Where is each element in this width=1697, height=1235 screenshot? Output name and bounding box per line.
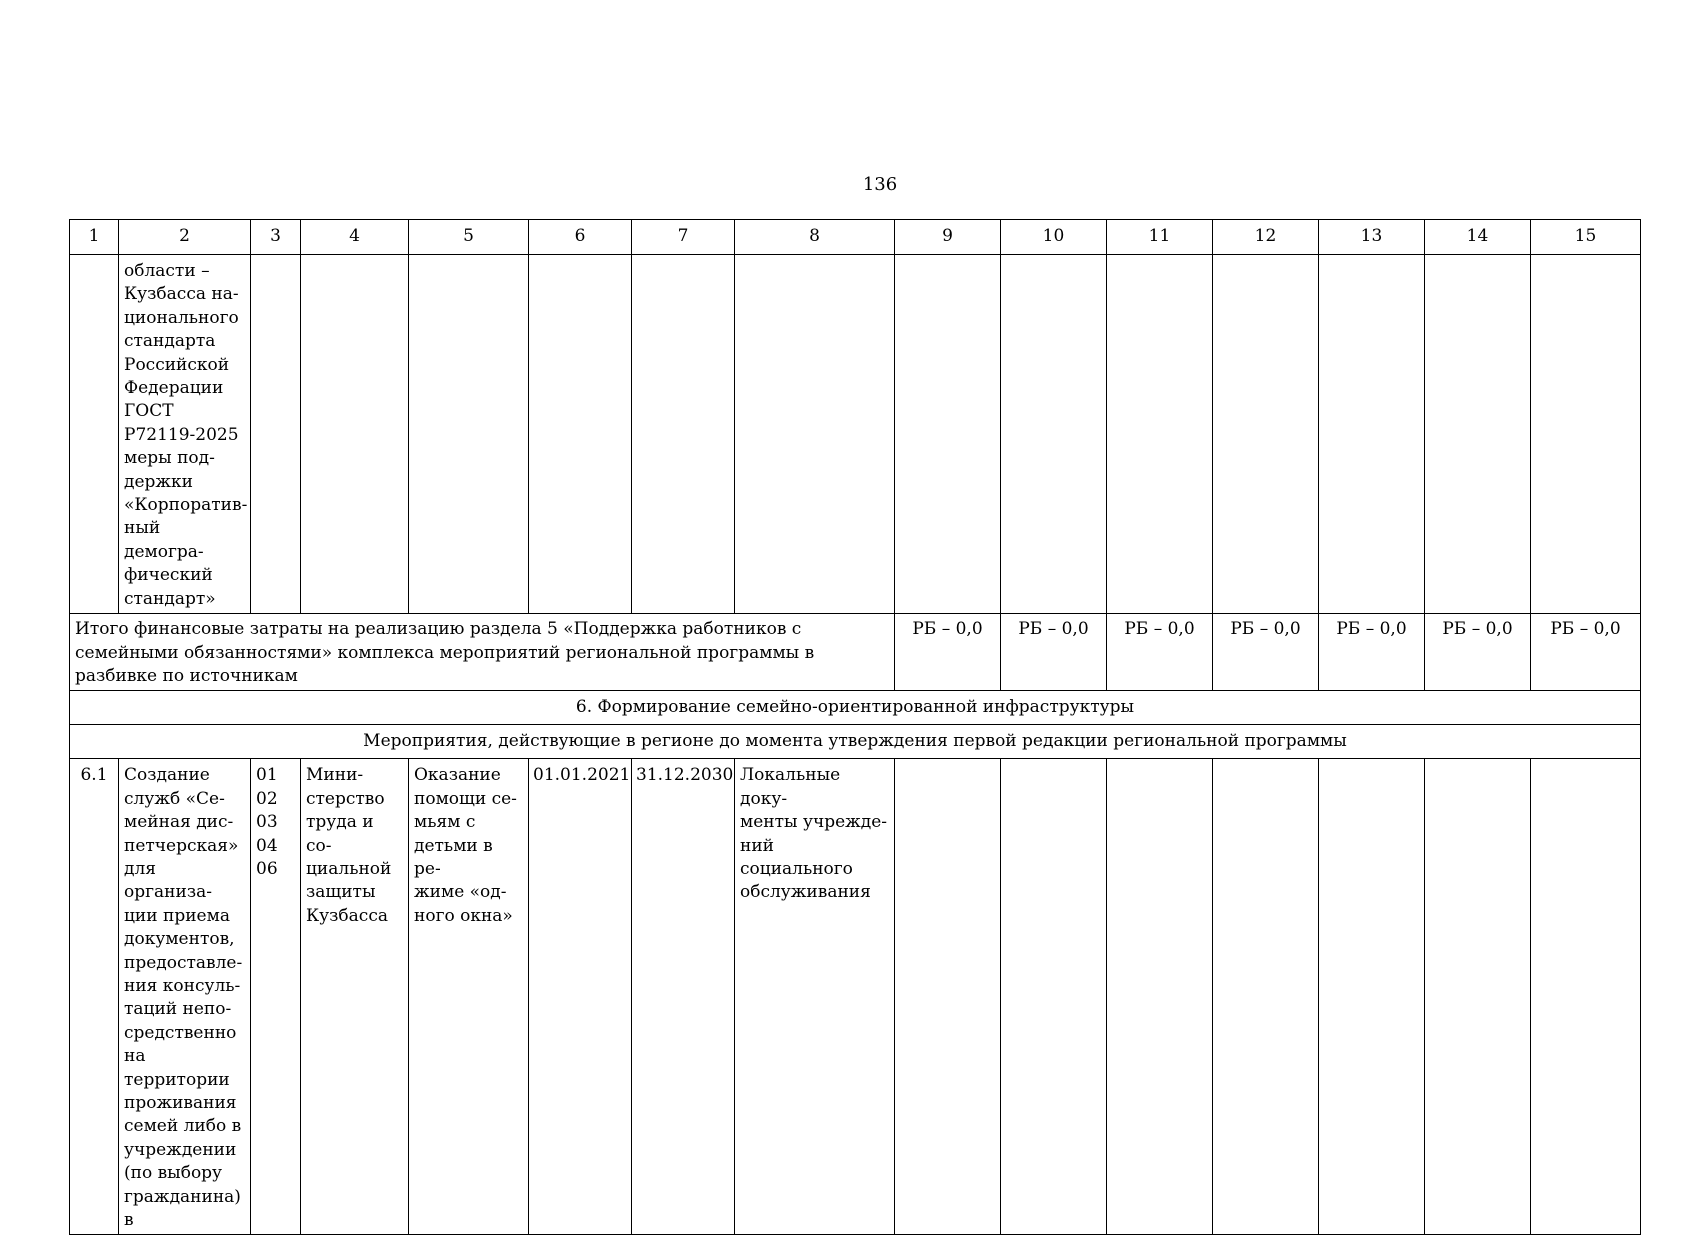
column-header: 9 [895,220,1001,255]
table-cell [70,255,119,614]
table-cell [1531,759,1641,1235]
item-end-date: 31.12.2030 [632,759,735,1235]
summary-amount: РБ – 0,0 [1425,614,1531,691]
column-header: 15 [1531,220,1641,255]
column-header: 11 [1107,220,1213,255]
item-result: Оказание помощи се- мьям с детьми в ре- жиме «од- ного окна» [409,759,529,1235]
column-header: 13 [1319,220,1425,255]
section-title: 6. Формирование семейно-ориентированной инфраструктуры [70,691,1641,725]
item-number: 6.1 [70,759,119,1235]
item-codes: 01 02 03 04 06 [251,759,301,1235]
column-header: 10 [1001,220,1107,255]
summary-amount: РБ – 0,0 [1319,614,1425,691]
column-header: 7 [632,220,735,255]
column-header: 6 [529,220,632,255]
table-cell [1319,759,1425,1235]
table-cell [632,255,735,614]
item-executor: Мини- стерство труда и со- циальной защиты Кузбасса [301,759,409,1235]
column-header: 1 [70,220,119,255]
summary-label: Итого финансовые затраты на реализацию раздела 5 «Поддержка работников с семейными обязанностями» комплекса мероприятий региональной программы в разбивке по источникам [70,614,895,691]
item-documents: Локальные доку- менты учрежде- ний социального обслуживания [735,759,895,1235]
page-number: 136 [862,174,898,195]
item-start-date: 01.01.2021 [529,759,632,1235]
continuation-row [70,255,1641,614]
summary-amount: РБ – 0,0 [1107,614,1213,691]
table-cell [1213,255,1319,614]
table-cell [895,255,1001,614]
table-cell [251,255,301,614]
table-cell [895,759,1001,1235]
program-table [69,219,1641,1235]
summary-amount: РБ – 0,0 [895,614,1001,691]
table-cell [301,255,409,614]
table-cell [1001,255,1107,614]
column-header: 14 [1425,220,1531,255]
table-cell [1425,759,1531,1235]
summary-amount: РБ – 0,0 [1213,614,1319,691]
subsection-title: Мероприятия, действующие в регионе до момента утверждения первой редакции региональной программы [70,725,1641,759]
column-header: 12 [1213,220,1319,255]
column-header: 2 [119,220,251,255]
table-cell [1107,255,1213,614]
subsection-header-row [70,725,1641,759]
table-cell [1001,759,1107,1235]
column-header: 8 [735,220,895,255]
table-cell [1319,255,1425,614]
table-cell [735,255,895,614]
table-cell [1213,759,1319,1235]
summary-amount: РБ – 0,0 [1001,614,1107,691]
table-cell [529,255,632,614]
table-cell [1107,759,1213,1235]
table-cell [409,255,529,614]
summary-row [70,614,1641,691]
item-name: Создание служб «Се- мейная дис- петчерская» для организа- ции приема документов, предоставле- ния консуль- таций непо- средственно на территории проживания семей либо в учреждении (по выбору гражданина) в [119,759,251,1235]
column-number-row [70,220,1641,255]
table-cell [1531,255,1641,614]
continuation-text-cell: области – Кузбасса на- ционального стандарта Российской Федерации ГОСТ Р72119-2025 меры под- держки «Корпоратив- ный демогра- фический стандарт» [119,255,251,614]
column-header: 3 [251,220,301,255]
table-cell [1425,255,1531,614]
column-header: 5 [409,220,529,255]
summary-amount: РБ – 0,0 [1531,614,1641,691]
table-row [70,759,1641,1235]
section-header-row [70,691,1641,725]
column-header: 4 [301,220,409,255]
